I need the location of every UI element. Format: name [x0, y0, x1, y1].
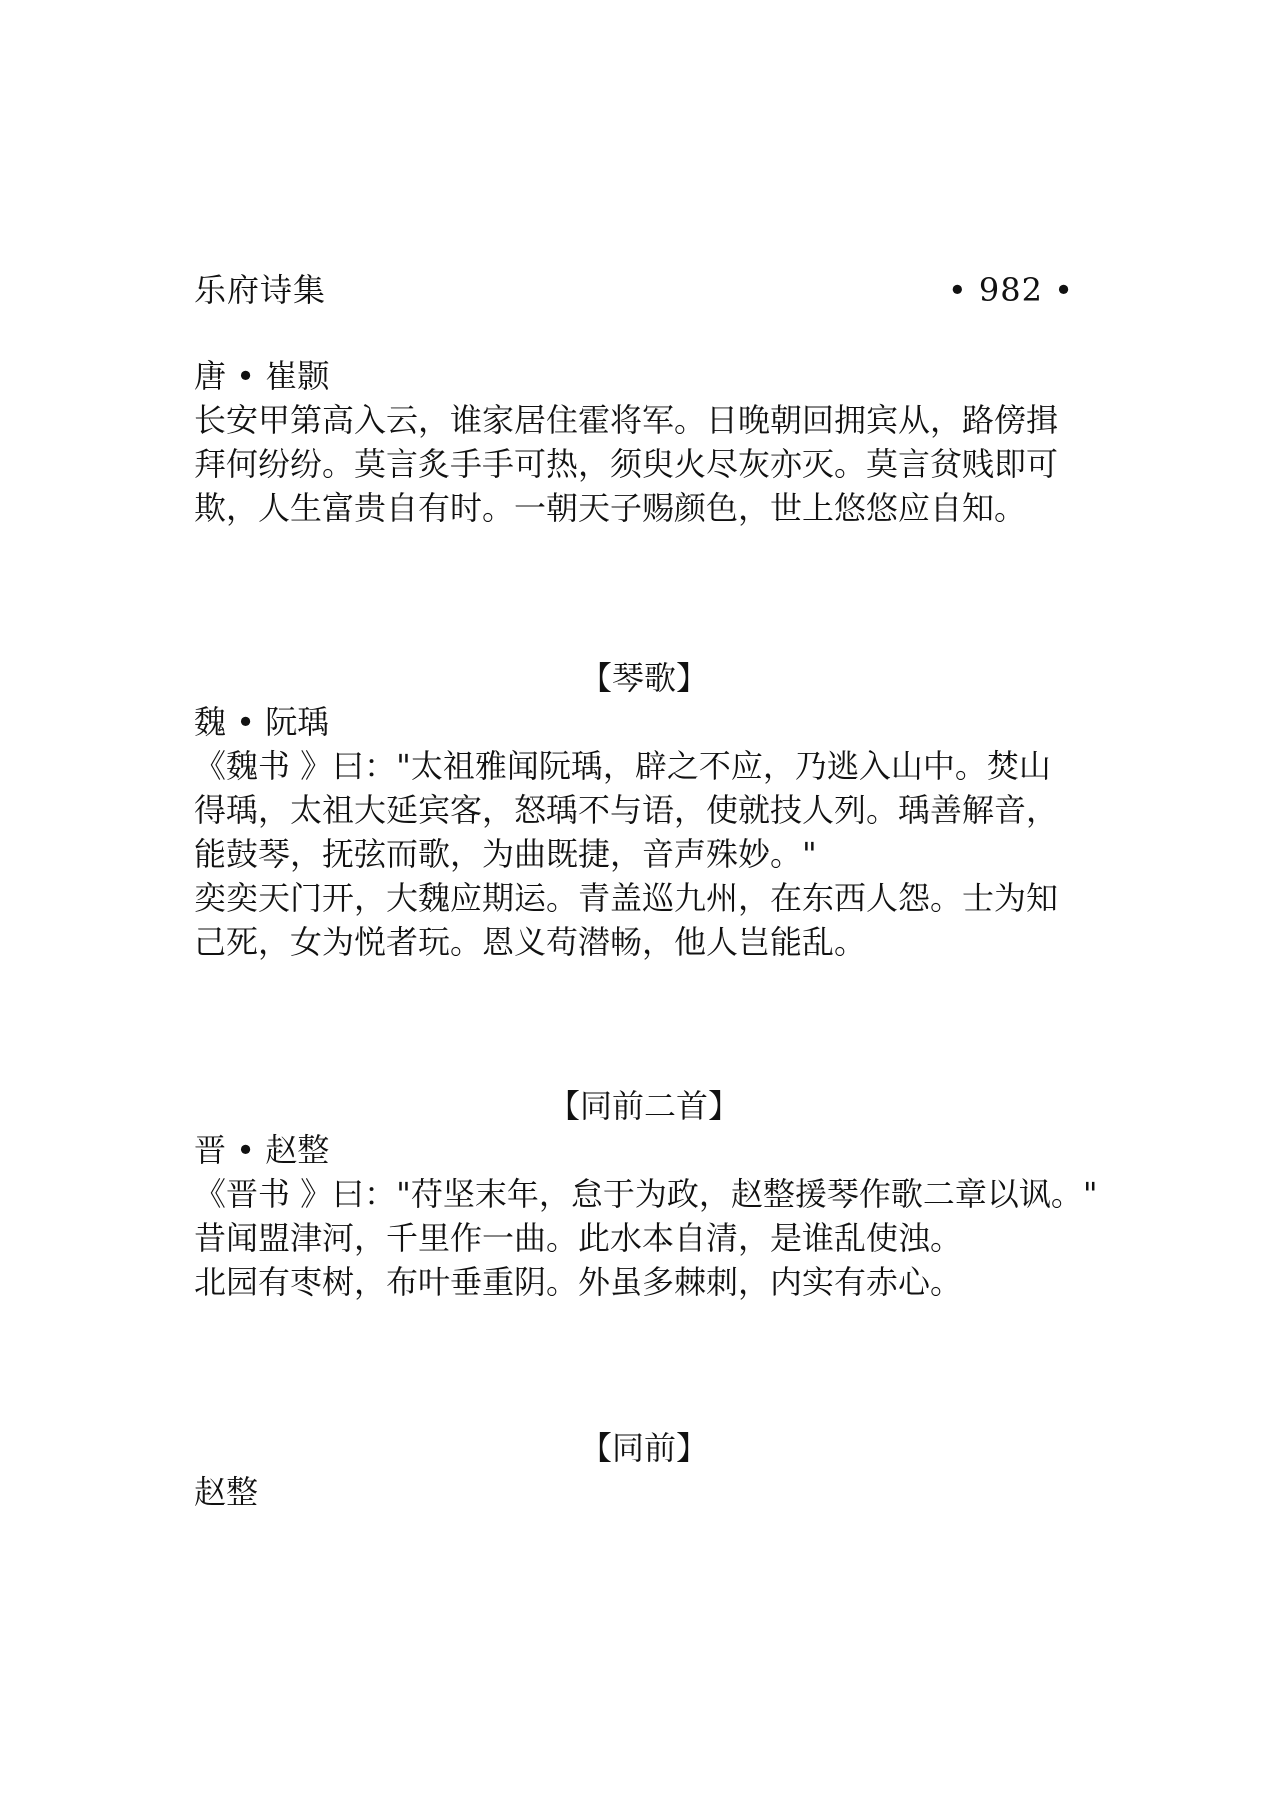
poem-line: 欺，人生富贵自有时。一朝天子赐颜色，世上悠悠应自知。	[194, 489, 1027, 527]
section-title: 【同前二首】	[547, 1087, 740, 1125]
poem-line: 《晋书 》曰："苻坚末年，怠于为政，赵整援琴作歌二章以讽。"	[194, 1175, 1098, 1213]
poem-author: 魏 • 阮瑀	[194, 703, 330, 741]
page-header	[194, 268, 1074, 312]
poem-line: 己死，女为悦者玩。恩义苟潜畅，他人岂能乱。	[194, 923, 867, 961]
poem-line: 昔闻盟津河，千里作一曲。此水本自清，是谁乱使浊。	[194, 1219, 963, 1257]
page-number: • 982 •	[947, 271, 1074, 309]
section-title: 【琴歌】	[579, 659, 708, 697]
poem-line: 奕奕天门开，大魏应期运。青盖巡九州，在东西人怨。士为知	[194, 879, 1059, 917]
poem-line: 能鼓琴，抚弦而歌，为曲既捷，音声殊妙。"	[194, 835, 817, 873]
poem-line: 北园有枣树，布叶垂重阴。外虽多棘刺，内实有赤心。	[194, 1263, 963, 1301]
poem-line: 拜何纷纷。莫言炙手手可热，须臾火尽灰亦灭。莫言贫贱即可	[194, 445, 1059, 483]
poem-author: 晋 • 赵整	[194, 1131, 330, 1169]
poem-author: 赵整	[194, 1473, 259, 1511]
poem-line: 长安甲第高入云，谁家居住霍将军。日晚朝回拥宾从，路傍揖	[194, 401, 1059, 439]
poem-line: 《魏书 》曰："太祖雅闻阮瑀，辟之不应，乃逃入山中。焚山	[194, 747, 1051, 785]
book-title: 乐府诗集	[194, 271, 327, 309]
poem-author: 唐 • 崔颢	[194, 357, 330, 395]
section-title: 【同前】	[579, 1429, 708, 1467]
poem-line: 得瑀，太祖大延宾客，怒瑀不与语，使就技人列。瑀善解音，	[194, 791, 1059, 829]
